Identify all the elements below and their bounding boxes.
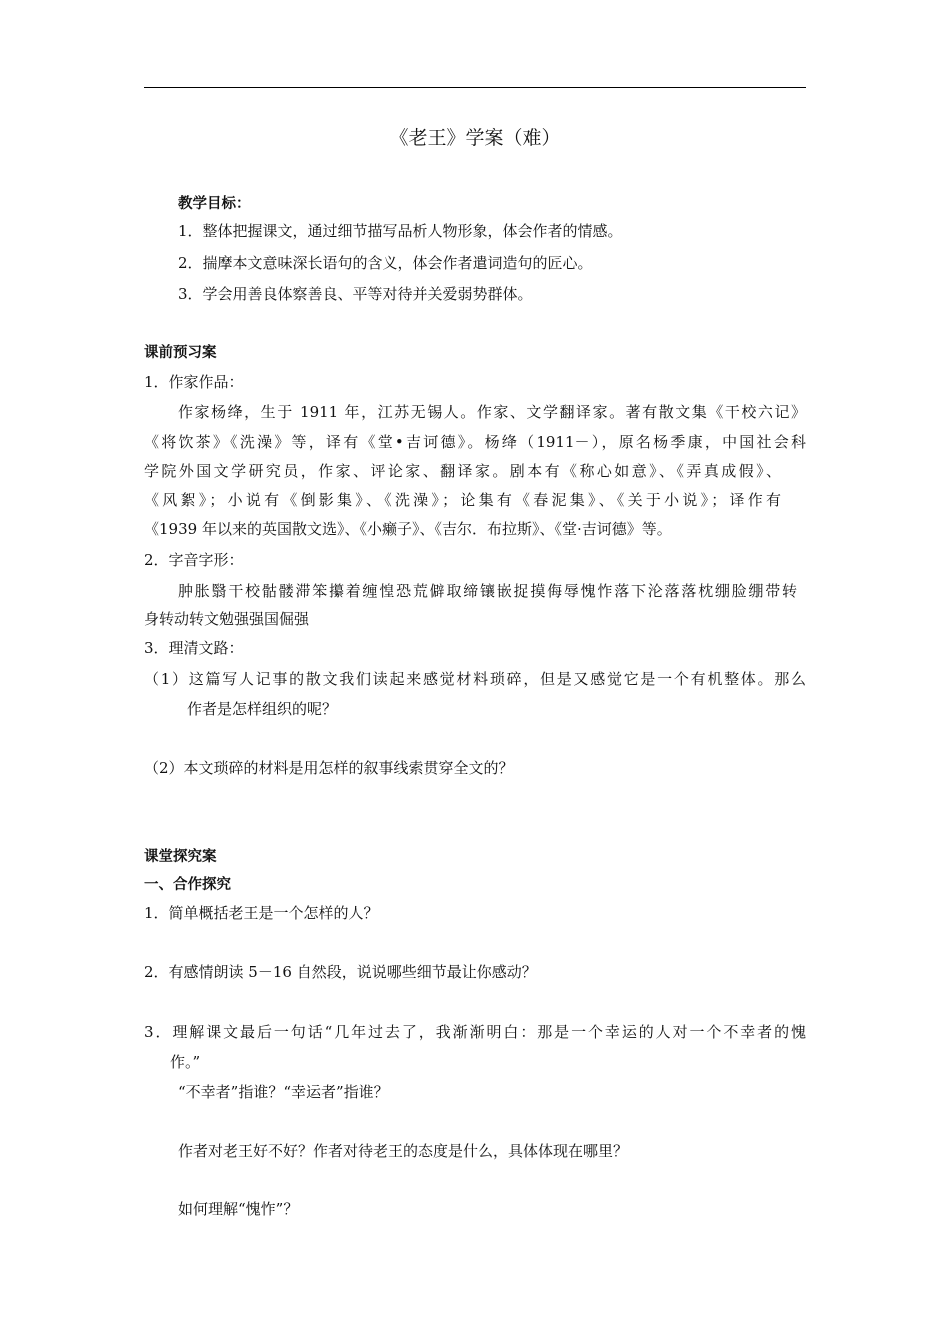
author-line: 学院外国文学研究员，作家、评论家、翻译家。剧本有《称心如意》、《弄真成假》、 [144, 462, 781, 480]
inquiry-question-3: 3．理解课文最后一句话“几年过去了，我渐渐明白：那是一个幸运的人对一个不幸者的愧 [144, 1023, 806, 1041]
objective-item: 3．学会用善良体察善良、平等对待并关爱弱势群体。 [178, 285, 533, 303]
inquiry-sub-question: 如何理解“愧怍”？ [178, 1200, 299, 1218]
page-title: 《老王》学案（难） [389, 127, 561, 149]
outline-question-1-cont: 作者是怎样组织的呢？ [187, 700, 338, 718]
char-heading: 2．字音字形： [144, 551, 244, 569]
author-line: 作家杨绛，生于 1911 年，江苏无锡人。作家、文学翻译家。著有散文集《干校六记》 [178, 403, 806, 421]
cooperation-heading: 一、合作探究 [144, 877, 231, 893]
objectives-heading: 教学目标： [178, 196, 251, 212]
inquiry-sub-question: 作者对老王好不好？作者对待老王的态度是什么，具体体现在哪里？ [178, 1142, 629, 1160]
author-line: 《风絮》；小说有《倒影集》、《洗澡》；论集有《春泥集》、《关于小说》；译作有 [144, 491, 781, 509]
objective-item: 2．揣摩本文意味深长语句的含义，体会作者遣词造句的匠心。 [178, 254, 593, 272]
classroom-heading: 课堂探究案 [144, 849, 217, 865]
author-line: 《将饮茶》《洗澡》等，译有《堂•吉诃德》。杨绛（1911－），原名杨季康，中国社会科 [144, 433, 806, 451]
outline-question-2: （2）本文琐碎的材料是用怎样的叙事线索贯穿全文的？ [144, 759, 514, 777]
outline-heading: 3．理清文路： [144, 639, 244, 657]
inquiry-question-3-cont: 作。” [170, 1053, 201, 1071]
header-rule [144, 87, 806, 88]
inquiry-question-1: 1．简单概括老王是一个怎样的人？ [144, 904, 379, 922]
preview-heading: 课前预习案 [144, 345, 217, 361]
objective-item: 1．整体把握课文，通过细节描写品析人物形象，体会作者的情感。 [178, 222, 623, 240]
author-line: 《1939 年以来的英国散文选》、《小癞子》、《吉尔．布拉斯》、《堂·吉诃德》等。 [144, 520, 672, 538]
outline-question-1: （1）这篇写人记事的散文我们读起来感觉材料琐碎，但是又感觉它是一个有机整体。那么 [144, 670, 806, 688]
author-heading: 1．作家作品： [144, 373, 244, 391]
inquiry-question-2: 2．有感情朗读 5－16 自然段，说说哪些细节最让你感动？ [144, 963, 537, 981]
char-line: 肿胀翳干校骷髅滞笨攥着缠惶恐荒僻取缔镶嵌捉摸侮辱愧怍落下沦落落枕绷脸绷带转 [178, 582, 797, 600]
inquiry-sub-question: “不幸者”指谁？“幸运者”指谁？ [178, 1083, 389, 1101]
char-line: 身转动转文勉强强国倔强 [144, 610, 310, 628]
